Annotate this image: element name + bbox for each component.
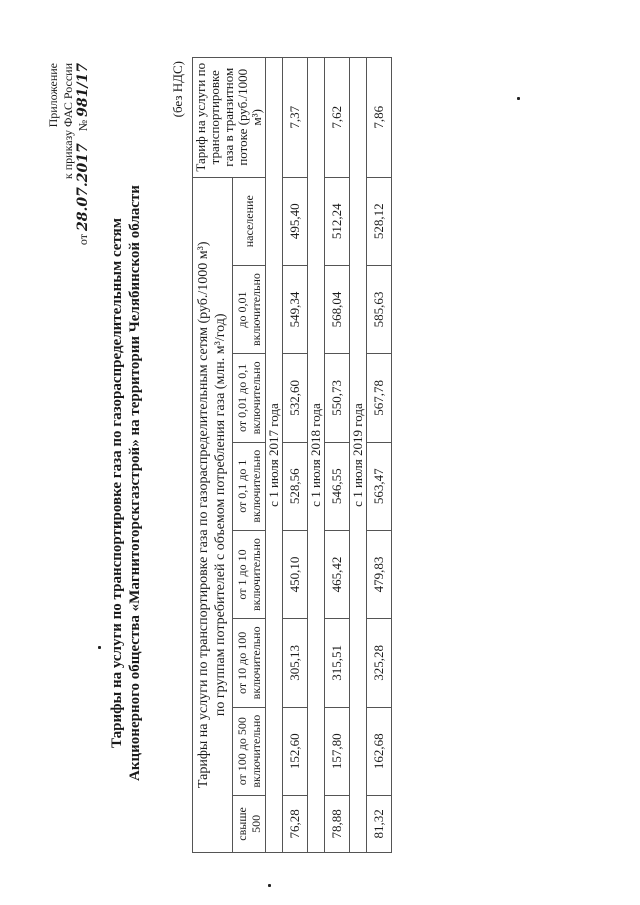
tariff-cell: 567,78 xyxy=(367,353,392,441)
tariff-cell: 81,32 xyxy=(367,795,392,852)
handwritten-date: 28.07.2017 xyxy=(75,142,91,231)
tariff-cell: 162,68 xyxy=(367,707,392,795)
appendix-order-ref: к приказу ФАС России xyxy=(61,62,75,179)
tariff-cell: 315,51 xyxy=(325,618,350,706)
tariff-cell: 152,60 xyxy=(283,707,308,795)
tariff-table xyxy=(192,57,392,853)
tariff-cell: 495,40 xyxy=(283,177,308,265)
tariff-cell: 479,83 xyxy=(367,530,392,618)
period-row: с 1 июля 2018 года xyxy=(308,57,325,852)
transit-cell: 7,86 xyxy=(367,57,392,177)
scan-speck xyxy=(268,884,271,887)
main-header-line-2: по группам потребителей с объемом потребления газа (млн. м³/год) xyxy=(213,312,229,716)
transit-cell: 7,62 xyxy=(325,57,350,177)
group-header: население xyxy=(232,177,265,265)
tariff-cell: 585,63 xyxy=(367,265,392,353)
number-prefix: № xyxy=(76,119,90,131)
tariff-cell: 512,24 xyxy=(325,177,350,265)
vat-note: (без НДС) xyxy=(170,60,185,117)
scan-speck xyxy=(98,646,101,649)
main-header-line-1: Тарифы на услуги по транспортировке газа по газораспределительным сетям (руб./1000 м³) xyxy=(196,240,212,788)
appendix-title: Приложение xyxy=(46,62,60,127)
document-page xyxy=(40,43,600,863)
tariff-cell: 528,56 xyxy=(283,442,308,530)
group-header: от 0,1 до 1 включительно xyxy=(232,442,265,530)
scan-speck xyxy=(517,97,520,100)
document-title xyxy=(108,143,144,823)
period-row: с 1 июля 2019 года xyxy=(350,57,367,852)
tariff-cell: 568,04 xyxy=(325,265,350,353)
date-prefix: от xyxy=(76,233,90,245)
tariff-cell: 546,55 xyxy=(325,442,350,530)
handwritten-number: 981/17 xyxy=(75,62,91,117)
tariff-cell: 550,73 xyxy=(325,353,350,441)
tariff-cell: 157,80 xyxy=(325,707,350,795)
tariff-cell: 305,13 xyxy=(283,618,308,706)
tariff-cell: 465,42 xyxy=(325,530,350,618)
tariff-cell: 325,28 xyxy=(367,618,392,706)
appendix-date-number xyxy=(76,63,91,383)
group-header: до 0,01 включительно xyxy=(232,265,265,353)
tariff-cell: 563,47 xyxy=(367,442,392,530)
group-header: свыше 500 xyxy=(232,795,265,852)
tariff-cell: 78,88 xyxy=(325,795,350,852)
appendix-block xyxy=(46,63,91,383)
transit-cell: 7,37 xyxy=(283,57,308,177)
tariff-cell: 532,60 xyxy=(283,353,308,441)
transit-header: Тариф на услуги по транспортировке газа в транзитном потоке (руб./1000 м³) xyxy=(193,57,266,177)
tariff-cell: 450,10 xyxy=(283,530,308,618)
group-header: от 10 до 100 включительно xyxy=(232,618,265,706)
main-header xyxy=(193,177,233,852)
tariff-cell: 549,34 xyxy=(283,265,308,353)
title-line-2: Акционерного общества «Магнитогорскгазстрой» на территории Челябинской области xyxy=(127,184,143,781)
group-header: от 0,01 до 0,1 включительно xyxy=(232,353,265,441)
title-line-1: Тарифы на услуги по транспортировке газа по газораспределительным сетям xyxy=(109,217,125,748)
period-row: с 1 июля 2017 года xyxy=(266,57,283,852)
tariff-cell: 528,12 xyxy=(367,177,392,265)
group-header: от 100 до 500 включительно xyxy=(232,707,265,795)
tariff-cell: 76,28 xyxy=(283,795,308,852)
group-header: от 1 до 10 включительно xyxy=(232,530,265,618)
